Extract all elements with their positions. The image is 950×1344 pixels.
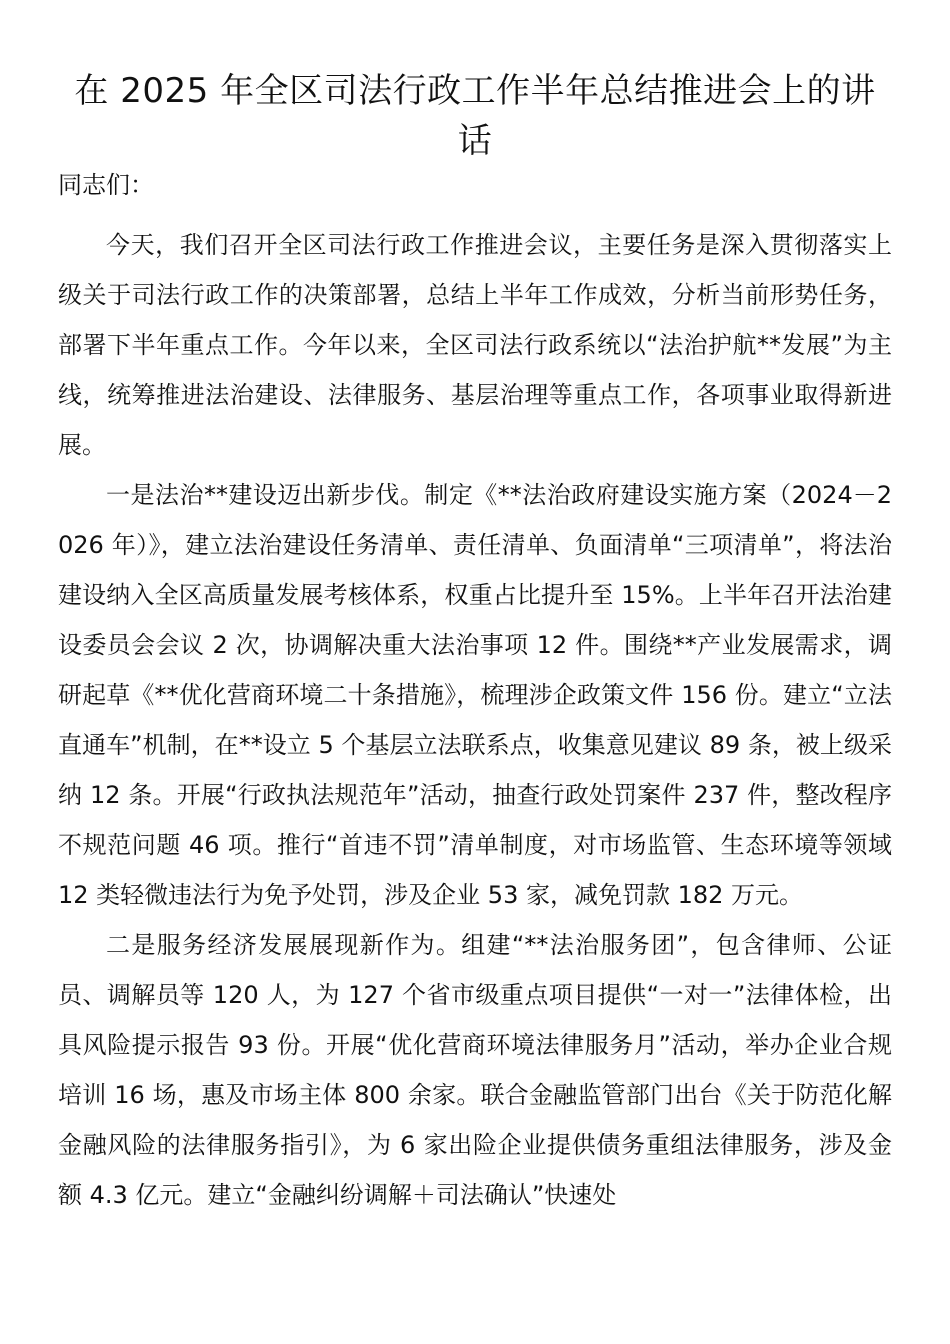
paragraph-intro: 今天，我们召开全区司法行政工作推进会议，主要任务是深入贯彻落实上级关于司法行政工作的决策部署，总结上半年工作成效，分析当前形势任务，部署下半年重点工作。今年以来，全区司法行政系统以“法治护航**发展”为主线，统筹推进法治建设、法律服务、基层治理等重点工作，各项事业取得新进展。 xyxy=(58,231,892,459)
paragraph-economic-service: 二是服务经济发展展现新作为。组建“**法治服务团”，包含律师、公证员、调解员等 120 人，为 127 个省市级重点项目提供“一对一”法律体检，出具风险提示报告 93 份。开展“优化营商环境法律服务月”活动，举办企业合规培训 16 场，惠及市场主体 800 余家。联合金融监管部门出台《关于防范化解金融风险的法律服务指引》，为 6 家出险企业提供债务重组法律服务，涉及金额 4.3 亿元。建立“金融纠纷调解＋司法确认”快速处 xyxy=(58,931,892,1209)
salutation: 同志们： xyxy=(58,171,154,199)
document-title: 在 2025 年全区司法行政工作半年总结推进会上的讲话 xyxy=(74,71,876,161)
paragraph-rule-of-law: 一是法治**建设迈出新步伐。制定《**法治政府建设实施方案（2024－2026 年）》，建立法治建设任务清单、责任清单、负面清单“三项清单”，将法治建设纳入全区高质量发展考核体系，权重占比提升至 15%。上半年召开法治建设委员会会议 2 次，协调解决重大法治事项 12 件。围绕**产业发展需求，调研起草《**优化营商环境二十条措施》，梳理涉企政策文件 156 份。建立“立法直通车”机制，在**设立 5 个基层立法联系点，收集意见建议 89 条，被上级采纳 12 条。开展“行政执法规范年”活动，抽查行政处罚案件 237 件，整改程序不规范问题 46 项。推行“首违不罚”清单制度，对市场监管、生态环境等领域 12 类轻微违法行为免予处罚，涉及企业 53 家，减免罚款 182 万元。 xyxy=(58,481,892,909)
